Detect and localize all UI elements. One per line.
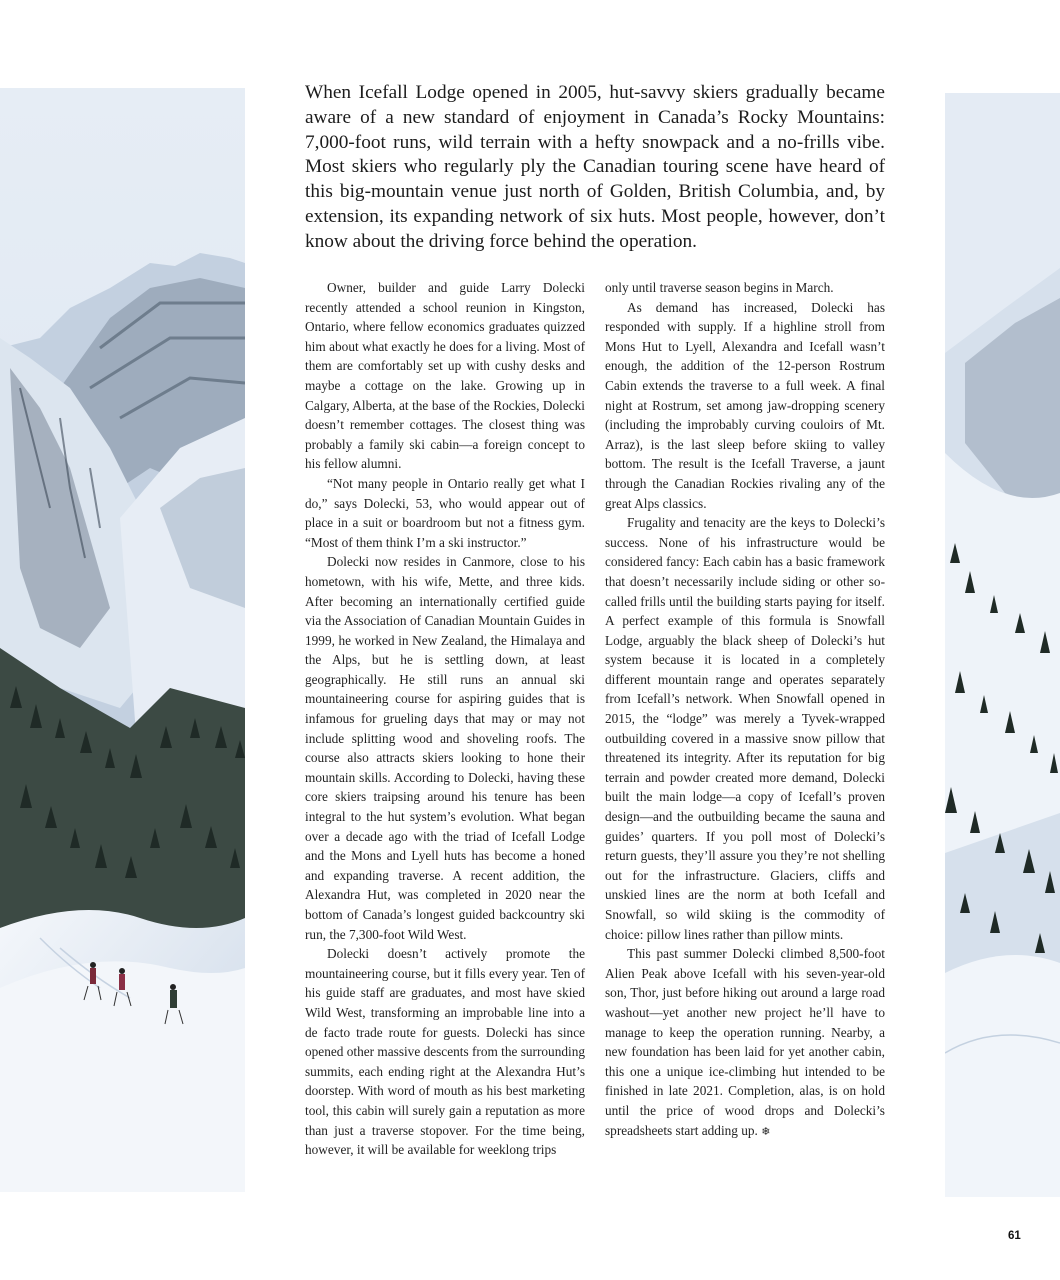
paragraph: Dolecki now resides in Canmore, close to his hometown, with his wife, Mette, and three kids. After becoming an internationally certified guide via the Association of Canadian Mountain Guides in 1999, he worked in New Zealand, the Himalaya and the Alps, but he is settling down, at least geographically. He still runs an annual ski mountaineering course for aspiring guides that is infamous for grueling days that may or may not include splitting wood and shoveling roofs. The course also attracts skiers looking to hone their mountain skills. According to Dolecki, having these core skiers traipsing around his tenure has been integral to the hut system’s evolution. What began over a decade ago with the triad of Icefall Lodge and the Mons and Lyell huts has become a honed and expanding traverse. A recent addition, the Alexandra Hut, was completed in 2020 near the bottom of Canada’s longest guided backcountry ski run, the 7,300-foot Wild West. bbox=[305, 554, 585, 942]
mountain-illustration-right bbox=[945, 93, 1060, 1197]
paragraph-continuation: only until traverse season begins in March. bbox=[605, 280, 834, 295]
page-number: 61 bbox=[1008, 1230, 1021, 1242]
paragraph: Frugality and tenacity are the keys to Dolecki’s success. None of his infrastructure would be considered fancy: Each cabin has a basic framework that doesn’t necessarily include siding or other so-called frills until the building starts paying for itself. A perfect example of this formula is Snowfall Lodge, arguably the black sheep of Dolecki’s hut system because it is located in a completely different mountain range and operates separately from Icefall’s network. When Snowfall opened in 2015, the “lodge” was merely a Tyvek-wrapped outbuilding covered in a massive snow pillow that threatened its integrity. After its reputation for big terrain and powder created more demand, Dolecki built the main lodge—a copy of Icefall’s proven design—and the outbuilding became the sauna and guides’ quarters. If you poll most of Dolecki’s return guests, they’ll assure you they’re not shelling out for the infrastructure. Glaciers, cliffs and unskied lines are the norm at both Icefall and Snowfall, so wild skiing is the commodity of choice: pillow lines rather than pillow mints. bbox=[605, 515, 885, 942]
paragraph: “Not many people in Ontario really get what I do,” says Dolecki, 53, who would appear out of place in a suit or boardroom but not a fitness gym. “Most of them think I’m a ski instructor.” bbox=[305, 475, 585, 550]
article-column-left bbox=[305, 278, 585, 1160]
paragraph-final bbox=[605, 944, 885, 1142]
article-column-right bbox=[605, 278, 885, 1142]
paragraph: Owner, builder and guide Larry Dolecki recently attended a school reunion in Kingston, Ontario, where fellow economics graduates quizzed him about what exactly he does for a living. Most of them are comfortably set up with cushy desks and maybe a cottage on the lake. Growing up in Calgary, Alberta, at the base of the Rockies, Dolecki doesn’t remember cottages. The closest thing was probably a family ski cabin—a foreign concept to his fellow alumni. bbox=[305, 280, 585, 472]
paragraph: Dolecki doesn’t actively promote the mountaineering course, but it fills every year. Ten of his guide staff are graduates, and most have skied Wild West, transforming an improbable line into a de facto trade route for guests. Dolecki has since opened other massive descents from the surrounding summits, each ending right at the Alexandra Hut’s doorstep. With word of mouth as his best marketing tool, this cabin will surely gain a reputation as more than just a traverse stopover. For the time being, however, it will be available for weeklong trips bbox=[305, 946, 585, 1158]
paragraph: As demand has increased, Dolecki has responded with supply. If a highline stroll from Mons Hut to Lyell, Alexandra and Icefall wasn’t enough, the addition of the 12-person Rostrum Cabin extends the traverse to a full week. A final night at Rostrum, set among jaw-dropping scenery (including the improbably curving couloirs of Mt. Arraz), is the last sleep before skiing to valley bottom. The result is the Icefall Traverse, a jaunt through the Canadian Rockies rivaling any of the great Alps classics. bbox=[605, 299, 885, 511]
article-lede: When Icefall Lodge opened in 2005, hut-savvy skiers gradually became aware of a new standard of enjoyment in Canada’s Rocky Mountains: 7,000-foot runs, wild terrain with a hefty snowpack and a no-frills vibe. Most skiers who regularly ply the Canadian touring scene have heard of this big-mountain venue just north of Golden, British Columbia, and, by extension, its expanding network of six huts. Most people, however, don’t know about the driving force behind the operation. bbox=[305, 82, 885, 252]
mountain-illustration-left bbox=[0, 88, 245, 1192]
mountain-photo-left bbox=[0, 88, 245, 1192]
snowflake-end-mark-icon: ❄ bbox=[761, 1125, 771, 1138]
final-paragraph-text: This past summer Dolecki climbed 8,500-foot Alien Peak above Icefall with his seven-year-old son, Thor, just before hiking out around a large road washout—yet another new project he’ll have to manage to keep the operation running. Nearby, a new foundation has been laid for yet another cabin, this one a unique ice-climbing hut intended to be finished in late 2021. Completion, alas, is on hold until the price of wood drops and Dolecki’s spreadsheets start adding up. bbox=[605, 946, 885, 1138]
mountain-photo-right bbox=[945, 93, 1060, 1197]
